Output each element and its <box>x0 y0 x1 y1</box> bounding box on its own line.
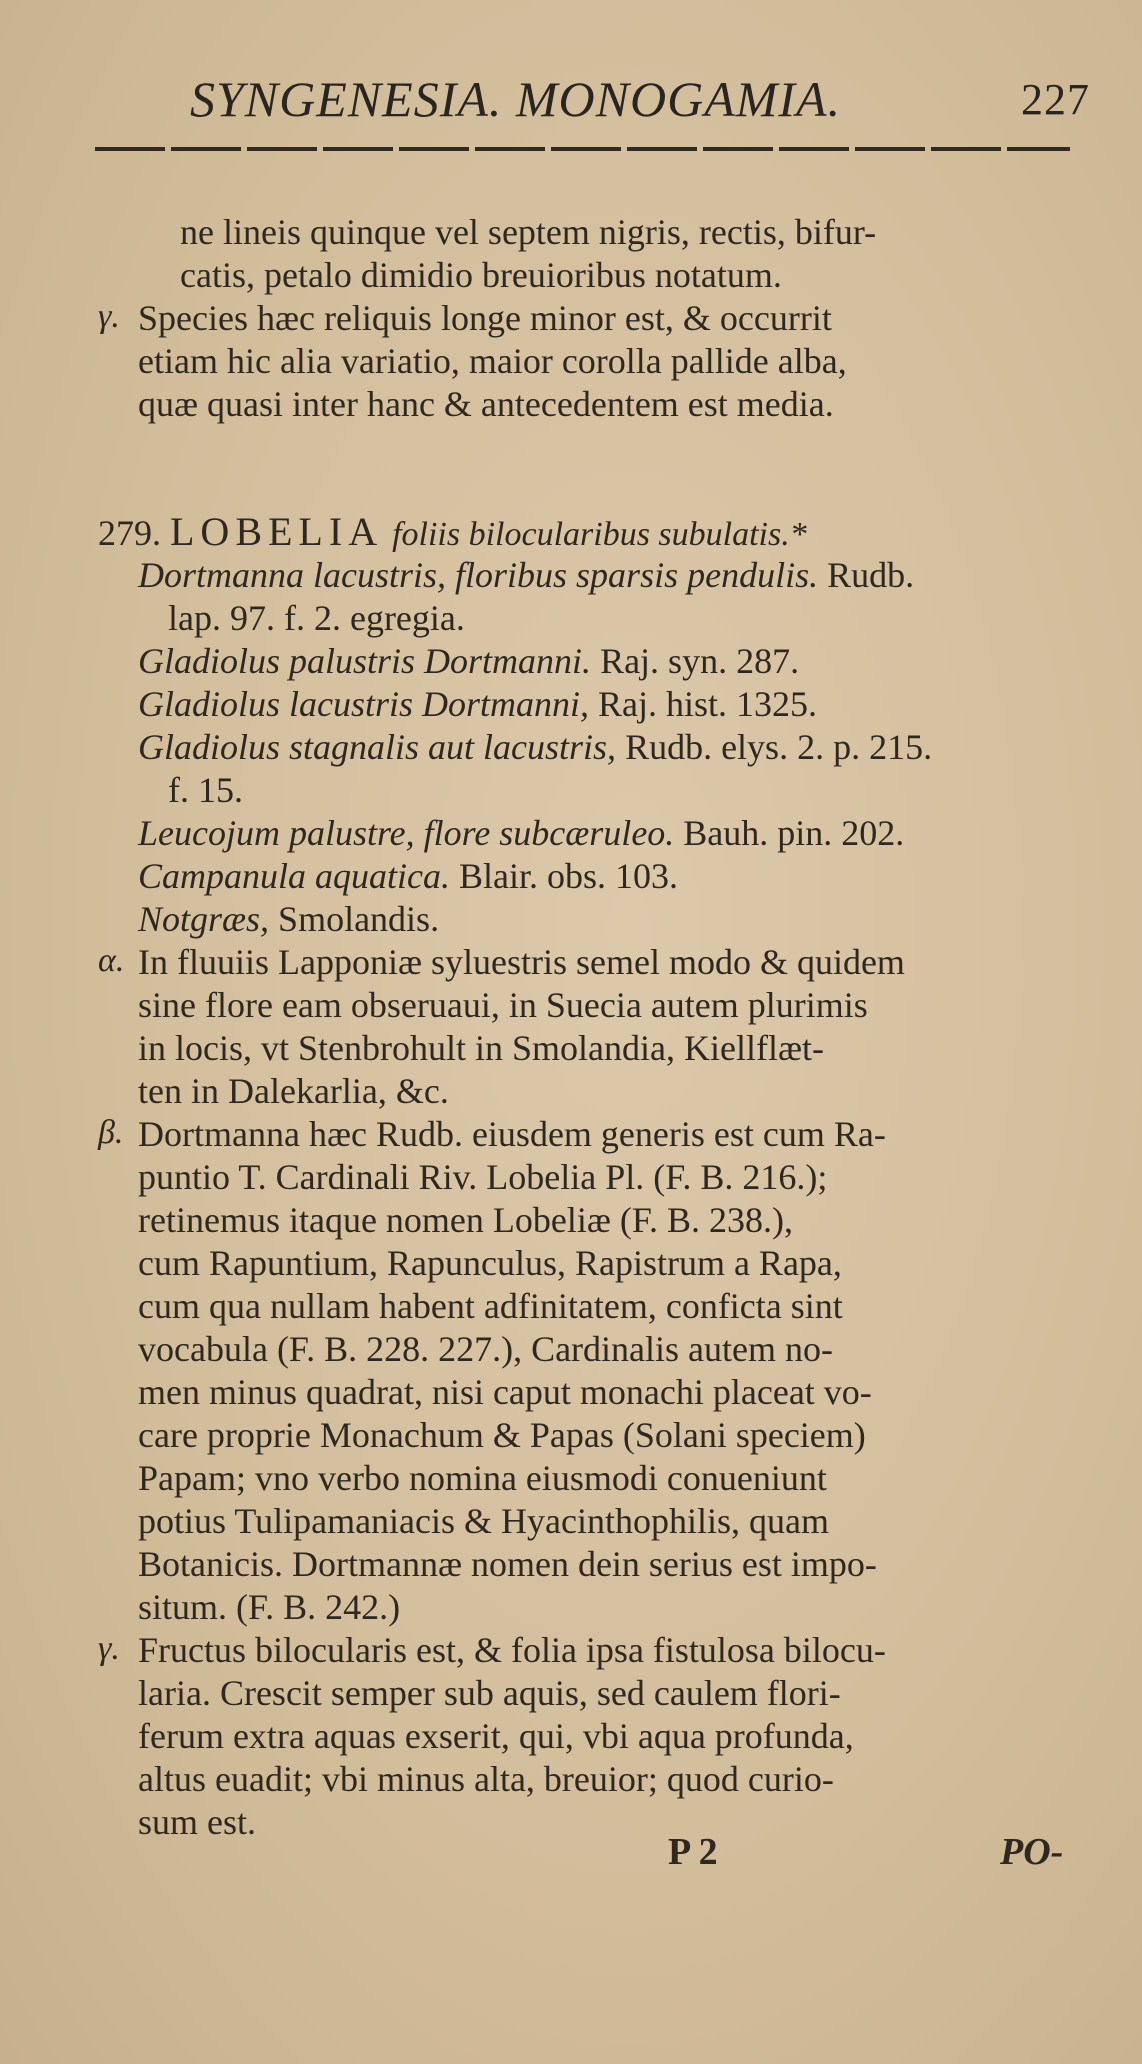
synonym-line <box>138 897 439 941</box>
synonym-name: Campanula aquatica. <box>138 856 450 896</box>
text-line: Botanicis. Dortmannæ nomen dein serius est impo- <box>138 1544 877 1584</box>
text-line: situm. (F. B. 242.) <box>138 1587 401 1627</box>
text-line: vocabula (F. B. 228. 227.), Cardinalis autem no- <box>138 1329 833 1369</box>
text-line: Papam; vno verbo nomina eiusmodi conueniunt <box>138 1458 827 1498</box>
species-number: 279. <box>98 513 161 553</box>
page-number: 227 <box>1021 75 1090 124</box>
synonym-line <box>138 811 904 855</box>
synonym-line <box>138 682 817 726</box>
alpha-mark: α. <box>98 942 125 979</box>
header-rule <box>95 147 1070 151</box>
synonym-ref: Blair. obs. 103. <box>459 856 679 896</box>
text-line: cum Rapuntium, Rapunculus, Rapistrum a Rapa, <box>138 1243 842 1283</box>
synonym-name: Gladiolus palustris Dortmanni. <box>138 641 592 681</box>
synonym-name: Leucojum palustre, flore subcæruleo. <box>138 813 675 853</box>
text-line: Fructus bilocularis est, & folia ipsa fistulosa bilocu- <box>138 1630 886 1670</box>
synonym-line <box>138 725 932 769</box>
synonym-line <box>138 639 799 683</box>
text-line: ferum extra aquas exserit, qui, vbi aqua profunda, <box>138 1716 854 1756</box>
text-line: laria. Crescit semper sub aquis, sed caulem flori- <box>138 1673 841 1713</box>
synonym-name: Gladiolus stagnalis aut lacustris, <box>138 727 617 767</box>
gamma-mark: γ. <box>98 1630 120 1667</box>
text-line: sine flore eam obseruaui, in Suecia autem plurimis <box>138 985 868 1025</box>
synonym-name: Dortmanna lacustris, floribus sparsis pendulis. <box>138 555 819 595</box>
text-line: potius Tulipamaniacis & Hyacinthophilis, quam <box>138 1501 829 1541</box>
species-diagnosis: foliis bilocularibus subulatis.* <box>392 516 807 553</box>
synonym-ref: Rudb. <box>827 555 915 595</box>
text-line: Species hæc reliquis longe minor est, & occurrit <box>138 298 832 338</box>
text-line: sum est. <box>138 1802 257 1842</box>
text-line: Dortmanna hæc Rudb. eiusdem generis est cum Ra- <box>138 1114 886 1154</box>
synonym-name: Gladiolus lacustris Dortmanni, <box>138 684 590 724</box>
signature-mark: P 2 <box>668 1831 718 1873</box>
beta-mark: β. <box>98 1114 124 1151</box>
text-line: quæ quasi inter hanc & antecedentem est media. <box>138 384 834 424</box>
catchword: PO- <box>1000 1831 1064 1873</box>
text-line: lap. 97. f. 2. egregia. <box>168 598 465 638</box>
species-heading <box>98 510 807 557</box>
text-line: care proprie Monachum & Papas (Solani speciem) <box>138 1415 866 1455</box>
running-header <box>190 70 1090 130</box>
text-line: puntio T. Cardinali Riv. Lobelia Pl. (F. B. 216.); <box>138 1157 828 1197</box>
synonym-line <box>138 553 914 597</box>
synonym-ref: Raj. syn. 287. <box>600 641 800 681</box>
synonym-ref: Raj. hist. 1325. <box>598 684 818 724</box>
header-title: SYNGENESIA. MONOGAMIA. <box>190 71 842 127</box>
text-line: ten in Dalekarlia, &c. <box>138 1071 449 1111</box>
synonym-ref: Smolandis. <box>278 899 440 939</box>
text-line: men minus quadrat, nisi caput monachi placeat vo- <box>138 1372 872 1412</box>
synonym-ref: Bauh. pin. 202. <box>683 813 905 853</box>
synonym-name: Notgræs, <box>138 899 270 939</box>
text-line: altus euadit; vbi minus alta, breuior; quod curio- <box>138 1759 834 1799</box>
text-line: catis, petalo dimidio breuioribus notatum. <box>180 255 782 295</box>
text-line: cum qua nullam habent adfinitatem, conficta sint <box>138 1286 843 1326</box>
text-line: in locis, vt Stenbrohult in Smolandia, Kiellflæt- <box>138 1028 824 1068</box>
text-line: f. 15. <box>168 770 243 810</box>
gamma-mark: γ. <box>98 298 120 335</box>
synonym-ref: Rudb. elys. 2. p. 215. <box>625 727 933 767</box>
synonym-line <box>138 854 678 898</box>
text-line: etiam hic alia variatio, maior corolla pallide alba, <box>138 341 847 381</box>
text-line: In fluuiis Lapponiæ syluestris semel modo & quidem <box>138 942 905 982</box>
text-line: ne lineis quinque vel septem nigris, rectis, bifur- <box>180 212 877 252</box>
text-line: retinemus itaque nomen Lobeliæ (F. B. 238.), <box>138 1200 794 1240</box>
genus-name: LOBELIA <box>170 509 384 554</box>
